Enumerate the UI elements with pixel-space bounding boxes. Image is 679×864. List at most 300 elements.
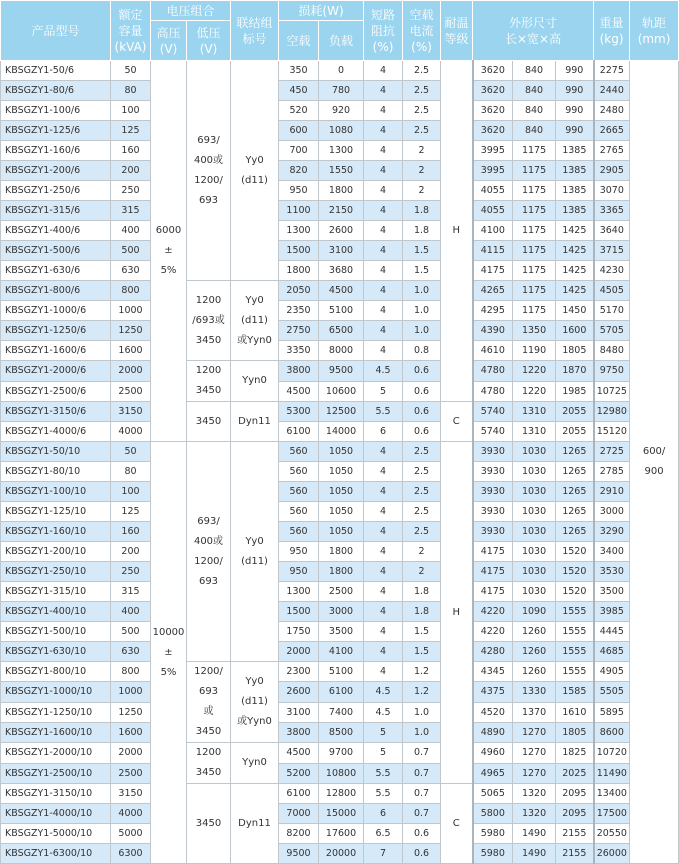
cell-length: 4780: [473, 361, 513, 382]
cell-noload-loss: 1750: [279, 622, 319, 642]
cell-length: 5740: [473, 402, 513, 422]
cell-height: 1425: [556, 241, 594, 261]
cell-width: 1270: [513, 763, 556, 784]
cell-impedance: 5.5: [364, 763, 403, 784]
cell-load-loss: 5100: [319, 662, 364, 682]
cell-impedance: 4: [364, 181, 403, 201]
cell-noload-current: 1.5: [403, 261, 441, 281]
merged-lv-b-line1: 1200: [195, 294, 222, 306]
cell-model: KBSGZY1-2000/6: [1, 361, 111, 382]
cell-noload-loss: 5300: [279, 402, 319, 422]
cell-noload-current: 1.2: [403, 662, 441, 682]
table-row: [1, 321, 679, 341]
cell-impedance: 4: [364, 261, 403, 281]
merged-group-h-line1: Dyn11: [238, 817, 271, 829]
cell-impedance: 6.5: [364, 824, 403, 844]
table-row: [1, 622, 679, 642]
cell-capacity: 500: [111, 622, 151, 642]
header-load: [319, 21, 364, 61]
merged-group-h: [231, 784, 279, 864]
merged-lv-f-line4: 3450: [195, 726, 222, 737]
cell-model: KBSGZY1-2000/10: [1, 743, 111, 764]
cell-impedance: 5: [364, 722, 403, 742]
cell-model: KBSGZY1-50/6: [1, 61, 111, 81]
cell-noload-current: 0.8: [403, 341, 441, 361]
cell-capacity: 100: [111, 101, 151, 121]
cell-weight: 4445: [594, 622, 630, 642]
cell-length: 4375: [473, 682, 513, 702]
cell-length: 5800: [473, 804, 513, 824]
table-row: [1, 442, 679, 462]
merged-insulation-b-line1: C: [452, 415, 460, 427]
cell-impedance: 4: [364, 562, 403, 582]
table-row: [1, 522, 679, 542]
header-voltage: [151, 1, 231, 21]
cell-weight: 2665: [594, 121, 630, 141]
merged-group-f-line1: Yy0: [245, 676, 264, 687]
header-voltage-text: 电压组合: [166, 3, 215, 18]
cell-noload-loss: 3350: [279, 341, 319, 361]
cell-impedance: 4: [364, 482, 403, 502]
cell-length: 5740: [473, 422, 513, 442]
cell-capacity: 6300: [111, 844, 151, 864]
cell-length: 4175: [473, 562, 513, 582]
table-row: [1, 361, 679, 382]
cell-capacity: 1000: [111, 682, 151, 702]
cell-width: 840: [513, 101, 556, 121]
cell-load-loss: 7400: [319, 702, 364, 722]
cell-width: 1090: [513, 602, 556, 622]
cell-height: 2095: [556, 784, 594, 804]
merged-lv-b-line3: 3450: [195, 334, 222, 346]
cell-noload-loss: 350: [279, 61, 319, 81]
merged-insulation-a: [441, 61, 473, 402]
cell-height: 1425: [556, 221, 594, 241]
header-noload-text: 空载: [286, 33, 311, 48]
cell-noload-loss: 3800: [279, 722, 319, 742]
cell-capacity: 2000: [111, 743, 151, 764]
cell-impedance: 5: [364, 743, 403, 764]
cell-length: 5065: [473, 784, 513, 804]
cell-load-loss: 20000: [319, 844, 364, 864]
cell-load-loss: 8500: [319, 722, 364, 742]
cell-noload-current: 1.8: [403, 221, 441, 241]
cell-width: 1260: [513, 622, 556, 642]
cell-impedance: 5.5: [364, 784, 403, 804]
cell-length: 4220: [473, 622, 513, 642]
cell-weight: 5705: [594, 321, 630, 341]
cell-capacity: 315: [111, 582, 151, 602]
cell-load-loss: 3680: [319, 261, 364, 281]
header-model-text: 产品型号: [31, 23, 80, 38]
cell-height: 1600: [556, 321, 594, 341]
cell-load-loss: 1050: [319, 462, 364, 482]
cell-noload-current: 0.6: [403, 402, 441, 422]
cell-noload-loss: 1300: [279, 221, 319, 241]
header-insulation-line2: 等级: [444, 31, 469, 46]
cell-noload-loss: 9500: [279, 844, 319, 864]
merged-insulation-c: [441, 442, 473, 784]
cell-noload-current: 1.0: [403, 702, 441, 722]
cell-width: 840: [513, 121, 556, 141]
cell-load-loss: 9500: [319, 361, 364, 382]
cell-width: 1220: [513, 381, 556, 402]
cell-capacity: 4000: [111, 422, 151, 442]
cell-load-loss: 15000: [319, 804, 364, 824]
merged-group-b: [231, 281, 279, 361]
cell-width: 1310: [513, 402, 556, 422]
cell-noload-current: 2.5: [403, 442, 441, 462]
cell-capacity: 3150: [111, 784, 151, 804]
cell-height: 2055: [556, 402, 594, 422]
table-row: [1, 743, 679, 764]
header-weight-line1: 重量: [599, 15, 624, 30]
cell-impedance: 4: [364, 622, 403, 642]
merged-group-a-line2: (d11): [241, 174, 268, 186]
cell-capacity: 125: [111, 121, 151, 141]
cell-noload-current: 2: [403, 161, 441, 181]
cell-height: 990: [556, 81, 594, 101]
header-insulation-line1: 耐温: [444, 15, 469, 30]
cell-length: 3620: [473, 101, 513, 121]
cell-load-loss: 920: [319, 101, 364, 121]
merged-group-d: [231, 402, 279, 442]
cell-weight: 3985: [594, 602, 630, 622]
cell-length: 4100: [473, 221, 513, 241]
merged-lv-a: [187, 61, 231, 281]
cell-load-loss: 4100: [319, 642, 364, 662]
cell-height: 1520: [556, 562, 594, 582]
cell-model: KBSGZY1-500/6: [1, 241, 111, 261]
cell-capacity: 200: [111, 542, 151, 562]
cell-length: 3995: [473, 161, 513, 181]
cell-impedance: 4: [364, 81, 403, 101]
table-row: [1, 402, 679, 422]
cell-impedance: 4.5: [364, 702, 403, 722]
cell-weight: 2440: [594, 81, 630, 101]
header-group-line1: 联结组: [236, 15, 273, 30]
table-row: [1, 662, 679, 682]
header-loss-text: 损耗(W): [298, 3, 344, 18]
cell-capacity: 1250: [111, 321, 151, 341]
cell-model: KBSGZY1-400/10: [1, 602, 111, 622]
cell-model: KBSGZY1-315/10: [1, 582, 111, 602]
cell-impedance: 7: [364, 844, 403, 864]
merged-group-b-line1: Yy0: [245, 294, 264, 306]
cell-load-loss: 6100: [319, 682, 364, 702]
cell-width: 1030: [513, 542, 556, 562]
cell-weight: 8600: [594, 722, 630, 742]
cell-width: 1030: [513, 482, 556, 502]
cell-impedance: 4: [364, 662, 403, 682]
cell-noload-loss: 1800: [279, 261, 319, 281]
cell-noload-loss: 2350: [279, 301, 319, 321]
table-row: [1, 784, 679, 804]
cell-height: 1450: [556, 301, 594, 321]
cell-height: 1385: [556, 201, 594, 221]
cell-capacity: 250: [111, 181, 151, 201]
cell-width: 1175: [513, 221, 556, 241]
cell-noload-loss: 520: [279, 101, 319, 121]
cell-load-loss: 2150: [319, 201, 364, 221]
table-row: [1, 101, 679, 121]
cell-impedance: 4: [364, 321, 403, 341]
cell-load-loss: 17600: [319, 824, 364, 844]
cell-impedance: 4: [364, 502, 403, 522]
cell-height: 1265: [556, 442, 594, 462]
cell-impedance: 4: [364, 602, 403, 622]
cell-noload-current: 1.2: [403, 682, 441, 702]
cell-noload-current: 2.5: [403, 121, 441, 141]
cell-impedance: 4: [364, 281, 403, 301]
cell-noload-loss: 7000: [279, 804, 319, 824]
cell-load-loss: 1050: [319, 482, 364, 502]
cell-impedance: 5.5: [364, 402, 403, 422]
cell-impedance: 4: [364, 442, 403, 462]
cell-weight: 13400: [594, 784, 630, 804]
cell-load-loss: 14000: [319, 422, 364, 442]
cell-height: 1555: [556, 662, 594, 682]
merged-lv-a-line3: 1200/: [194, 174, 223, 186]
merged-group-b-line3: 或Yyn0: [237, 334, 272, 346]
cell-capacity: 50: [111, 442, 151, 462]
merged-lv-g-line1: 1200: [195, 747, 222, 758]
merged-hv-10000-line2: ±: [164, 646, 173, 658]
cell-weight: 2765: [594, 141, 630, 161]
cell-load-loss: 10800: [319, 763, 364, 784]
merged-group-e: [231, 442, 279, 662]
cell-length: 5980: [473, 844, 513, 864]
cell-noload-loss: 3800: [279, 361, 319, 382]
cell-noload-current: 1.5: [403, 642, 441, 662]
cell-capacity: 160: [111, 522, 151, 542]
cell-length: 3995: [473, 141, 513, 161]
cell-weight: 8480: [594, 341, 630, 361]
cell-weight: 2910: [594, 482, 630, 502]
header-capacity-line1: 额定: [118, 7, 143, 22]
header-dimensions-line2: 长×宽×高: [504, 31, 562, 46]
cell-load-loss: 8000: [319, 341, 364, 361]
cell-noload-current: 0.6: [403, 381, 441, 402]
merged-group-d-line1: Dyn11: [238, 415, 271, 427]
cell-load-loss: 3000: [319, 602, 364, 622]
cell-noload-current: 0.6: [403, 844, 441, 864]
cell-weight: 4505: [594, 281, 630, 301]
cell-capacity: 1600: [111, 722, 151, 742]
cell-capacity: 2500: [111, 763, 151, 784]
cell-height: 1870: [556, 361, 594, 382]
cell-weight: 3715: [594, 241, 630, 261]
table-row: [1, 502, 679, 522]
merged-group-a: [231, 61, 279, 281]
table-row: [1, 381, 679, 402]
cell-model: KBSGZY1-1000/10: [1, 682, 111, 702]
cell-model: KBSGZY1-2500/10: [1, 763, 111, 784]
cell-model: KBSGZY1-3150/6: [1, 402, 111, 422]
cell-model: KBSGZY1-125/6: [1, 121, 111, 141]
table-row: [1, 702, 679, 722]
cell-capacity: 5000: [111, 824, 151, 844]
cell-length: 4965: [473, 763, 513, 784]
merged-lv-g-line2: 3450: [195, 767, 222, 778]
cell-load-loss: 1800: [319, 181, 364, 201]
table-row: [1, 161, 679, 181]
cell-model: KBSGZY1-1250/6: [1, 321, 111, 341]
cell-load-loss: 780: [319, 81, 364, 101]
cell-weight: 2785: [594, 462, 630, 482]
cell-capacity: 630: [111, 261, 151, 281]
cell-length: 3930: [473, 502, 513, 522]
merged-lv-f: [187, 662, 231, 743]
cell-height: 1805: [556, 341, 594, 361]
cell-capacity: 80: [111, 81, 151, 101]
cell-weight: 9750: [594, 361, 630, 382]
cell-model: KBSGZY1-630/6: [1, 261, 111, 281]
table-row: [1, 804, 679, 824]
cell-noload-loss: 820: [279, 161, 319, 181]
cell-length: 3930: [473, 482, 513, 502]
table-row: [1, 542, 679, 562]
cell-width: 1030: [513, 522, 556, 542]
table-row: [1, 241, 679, 261]
cell-model: KBSGZY1-1000/6: [1, 301, 111, 321]
cell-length: 3930: [473, 442, 513, 462]
cell-load-loss: 5100: [319, 301, 364, 321]
cell-noload-loss: 1500: [279, 602, 319, 622]
cell-model: KBSGZY1-400/6: [1, 221, 111, 241]
cell-width: 1175: [513, 301, 556, 321]
cell-load-loss: 1550: [319, 161, 364, 181]
table-row: [1, 121, 679, 141]
cell-length: 4280: [473, 642, 513, 662]
cell-capacity: 400: [111, 221, 151, 241]
table-row: [1, 582, 679, 602]
cell-noload-loss: 950: [279, 562, 319, 582]
merged-group-e-line2: (d11): [241, 555, 268, 567]
cell-length: 3930: [473, 522, 513, 542]
cell-noload-current: 0.6: [403, 361, 441, 382]
cell-model: KBSGZY1-800/6: [1, 281, 111, 301]
header-noload: [279, 21, 319, 61]
header-lv-line1: 低压: [196, 25, 221, 40]
cell-model: KBSGZY1-1600/10: [1, 722, 111, 742]
header-gauge-line1: 轨距: [642, 15, 667, 30]
table-row: [1, 602, 679, 622]
header-hv-line2: (V): [159, 41, 178, 56]
cell-model: KBSGZY1-500/10: [1, 622, 111, 642]
header-capacity-line2: 容量: [118, 23, 143, 38]
cell-length: 3620: [473, 81, 513, 101]
cell-impedance: 4: [364, 341, 403, 361]
cell-noload-current: 2.5: [403, 462, 441, 482]
cell-width: 1330: [513, 682, 556, 702]
cell-impedance: 4: [364, 522, 403, 542]
cell-length: 4295: [473, 301, 513, 321]
table-row: [1, 221, 679, 241]
merged-group-c-line1: Yyn0: [242, 375, 267, 386]
merged-hv-6000-line1: 6000: [155, 225, 182, 236]
cell-height: 1425: [556, 281, 594, 301]
table-row: [1, 462, 679, 482]
cell-noload-current: 0.6: [403, 824, 441, 844]
header-current-line1: 空载: [409, 7, 434, 22]
cell-model: KBSGZY1-315/6: [1, 201, 111, 221]
cell-width: 1490: [513, 844, 556, 864]
cell-model: KBSGZY1-630/10: [1, 642, 111, 662]
merged-hv-10000: [151, 442, 187, 864]
cell-length: 4345: [473, 662, 513, 682]
cell-noload-current: 2: [403, 181, 441, 201]
table-row: [1, 562, 679, 582]
cell-noload-loss: 2300: [279, 662, 319, 682]
merged-group-f-line3: 或Yyn0: [237, 716, 272, 727]
table-row: [1, 141, 679, 161]
cell-noload-current: 2.5: [403, 81, 441, 101]
cell-capacity: 1250: [111, 702, 151, 722]
cell-width: 1175: [513, 241, 556, 261]
cell-height: 2095: [556, 804, 594, 824]
cell-model: KBSGZY1-160/10: [1, 522, 111, 542]
cell-length: 4055: [473, 181, 513, 201]
cell-weight: 3365: [594, 201, 630, 221]
cell-capacity: 500: [111, 241, 151, 261]
cell-width: 1030: [513, 442, 556, 462]
cell-width: 1175: [513, 181, 556, 201]
cell-noload-loss: 950: [279, 542, 319, 562]
cell-width: 1175: [513, 161, 556, 181]
cell-weight: 10720: [594, 743, 630, 764]
merged-lv-a-line4: 693: [198, 194, 219, 206]
cell-capacity: 50: [111, 61, 151, 81]
cell-load-loss: 1050: [319, 442, 364, 462]
cell-width: 1320: [513, 804, 556, 824]
cell-load-loss: 1050: [319, 502, 364, 522]
cell-noload-current: 2.5: [403, 522, 441, 542]
cell-capacity: 1000: [111, 301, 151, 321]
merged-insulation-d: [441, 784, 473, 864]
merged-group-b-line2: (d11): [241, 314, 268, 326]
cell-capacity: 250: [111, 562, 151, 582]
merged-lv-e-line3: 1200/: [194, 555, 223, 567]
merged-insulation-d-line1: C: [452, 817, 460, 829]
cell-width: 1350: [513, 321, 556, 341]
cell-weight: 5170: [594, 301, 630, 321]
cell-impedance: 4: [364, 141, 403, 161]
header-gauge-line2: (mm): [637, 31, 671, 46]
cell-impedance: 6: [364, 422, 403, 442]
cell-noload-current: 1.8: [403, 602, 441, 622]
cell-load-loss: 4500: [319, 281, 364, 301]
cell-model: KBSGZY1-200/10: [1, 542, 111, 562]
cell-noload-current: 1.8: [403, 201, 441, 221]
cell-weight: 2725: [594, 442, 630, 462]
cell-noload-current: 0.7: [403, 804, 441, 824]
table-row: [1, 642, 679, 662]
cell-load-loss: 1050: [319, 522, 364, 542]
header-capacity: [111, 1, 151, 61]
merged-hv-6000: [151, 61, 187, 442]
cell-noload-current: 2: [403, 141, 441, 161]
cell-length: 4960: [473, 743, 513, 764]
cell-length: 4055: [473, 201, 513, 221]
header-capacity-line3: (kVA): [114, 39, 147, 54]
cell-height: 1265: [556, 522, 594, 542]
cell-noload-current: 2: [403, 562, 441, 582]
merged-hv-10000-line3: 5%: [160, 666, 177, 678]
cell-height: 1385: [556, 161, 594, 181]
merged-group-a-line1: Yy0: [245, 154, 264, 166]
cell-model: KBSGZY1-2500/6: [1, 381, 111, 402]
